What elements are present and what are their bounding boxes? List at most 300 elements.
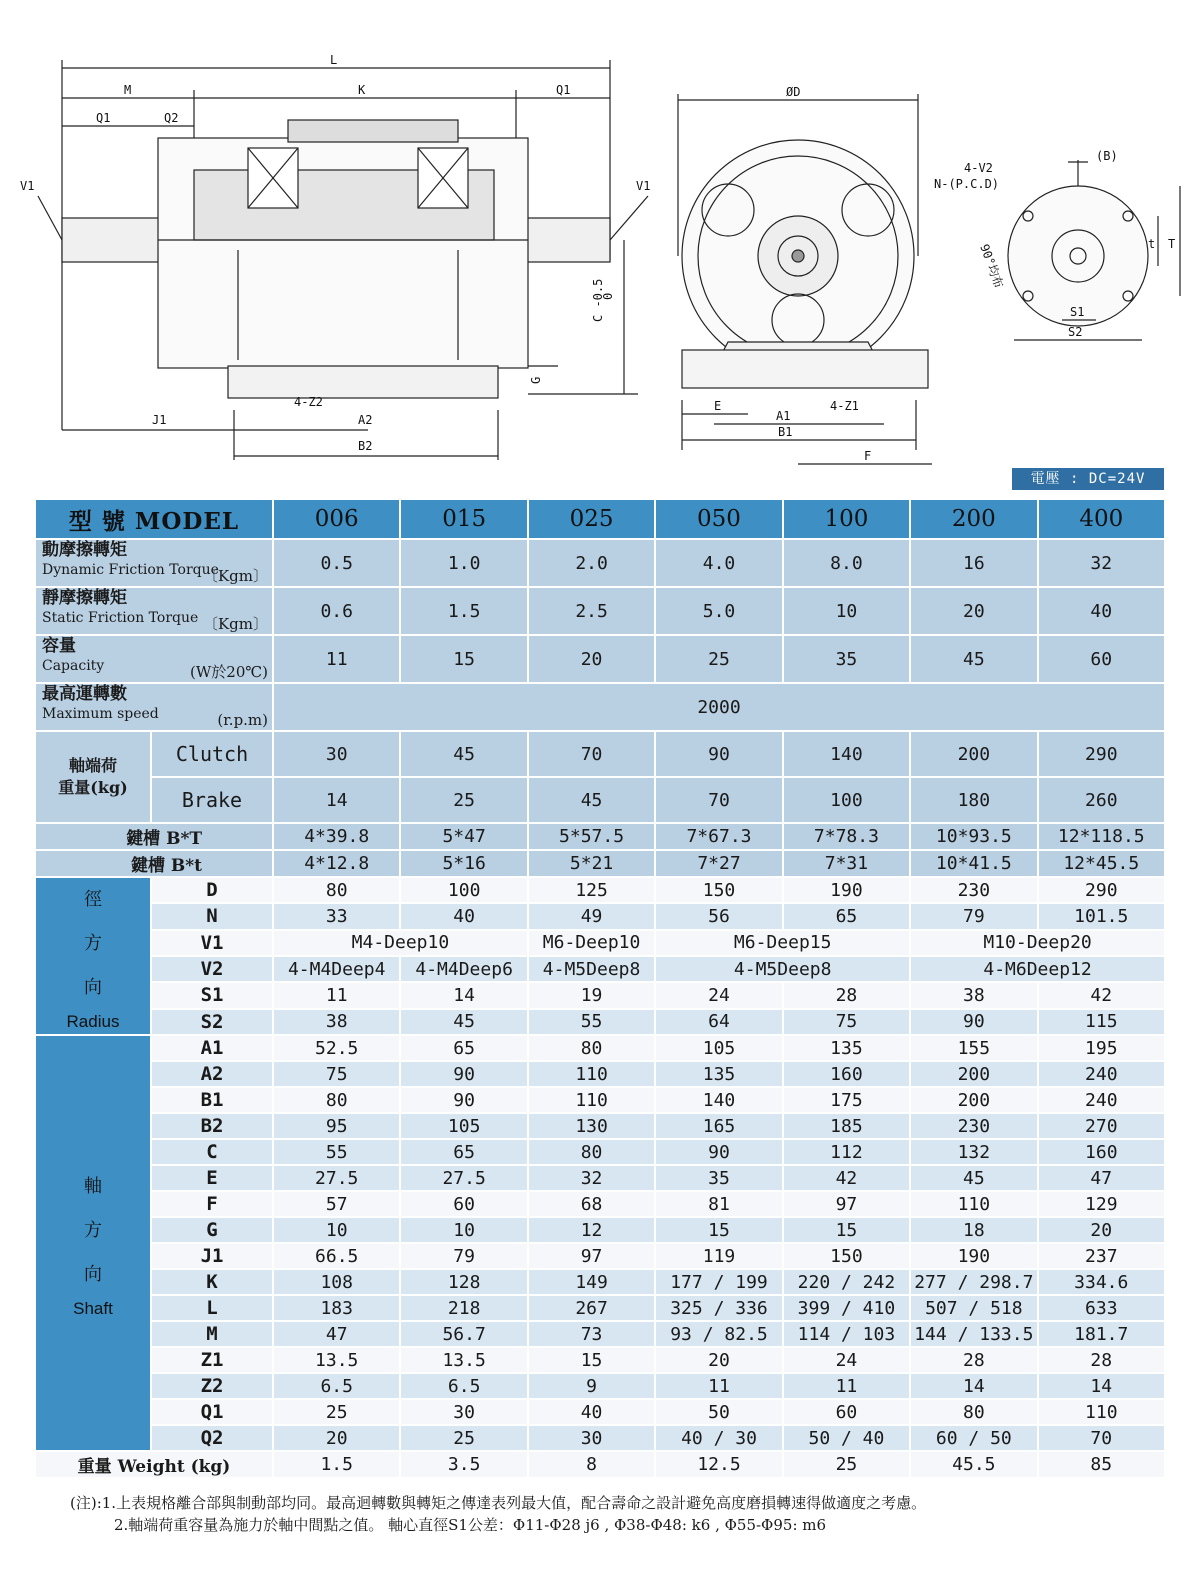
value-cell: 290 — [1038, 731, 1165, 777]
value-cell: 8 — [528, 1451, 655, 1478]
value-cell: 7*78.3 — [783, 823, 910, 850]
value-cell: 110 — [528, 1061, 655, 1087]
value-cell: 105 — [400, 1113, 527, 1139]
dim-label-A2: A2 — [151, 1061, 273, 1087]
dim-Q1-right: Q1 — [556, 83, 571, 97]
value-cell: 18 — [910, 1217, 1037, 1243]
dim-row-Q1 — [35, 1399, 1165, 1425]
value-cell: 6.5 — [400, 1373, 527, 1399]
value-cell: 6.5 — [273, 1373, 400, 1399]
value-cell: 25 — [400, 1425, 527, 1451]
value-cell: 2.5 — [528, 587, 655, 635]
value-cell: 12 — [528, 1217, 655, 1243]
dim-label-C: C — [151, 1139, 273, 1165]
model-header: 025 — [528, 499, 655, 539]
section-en: Shaft — [73, 1299, 113, 1318]
value-cell: 12*118.5 — [1038, 823, 1165, 850]
value-cell: 150 — [783, 1243, 910, 1269]
dim-row-J1 — [35, 1243, 1165, 1269]
value-cell: 240 — [1038, 1061, 1165, 1087]
dim-Z1: 4-Z1 — [830, 399, 859, 413]
value-cell: 35 — [783, 635, 910, 683]
value-cell: 55 — [273, 1139, 400, 1165]
dim-E: E — [714, 399, 722, 413]
stat-row — [35, 587, 1165, 635]
value-cell: 5*57.5 — [528, 823, 655, 850]
dim-A1: A1 — [776, 409, 791, 423]
load-label-cn1: 軸端荷 — [68, 756, 117, 775]
value-cell: 33 — [273, 903, 400, 929]
value-cell: 75 — [273, 1061, 400, 1087]
value-cell: 13.5 — [400, 1347, 527, 1373]
value-cell: 90 — [655, 1139, 782, 1165]
value-cell: 1.5 — [400, 587, 527, 635]
value-cell: 38 — [273, 1009, 400, 1035]
value-cell: 10 — [400, 1217, 527, 1243]
dim-label-N: N — [151, 903, 273, 929]
dim-Q1-left: Q1 — [96, 111, 111, 125]
value-cell: 112 — [783, 1139, 910, 1165]
section-char-3: 向 — [84, 977, 102, 998]
value-cell: 200 — [910, 1087, 1037, 1113]
value-cell: 47 — [1038, 1165, 1165, 1191]
value-cell: 7*31 — [783, 850, 910, 877]
dim-row-L — [35, 1295, 1165, 1321]
value-cell: 32 — [1038, 539, 1165, 587]
dim-label-J1: J1 — [151, 1243, 273, 1269]
value-cell: 507 / 518 — [910, 1295, 1037, 1321]
value-cell: 4-M6Deep12 — [910, 956, 1165, 982]
value-cell: 70 — [528, 731, 655, 777]
dim-T: T — [1168, 237, 1176, 251]
value-cell: 10 — [273, 1217, 400, 1243]
value-cell: 11 — [273, 982, 400, 1008]
value-cell: 101.5 — [1038, 903, 1165, 929]
value-cell: 25 — [400, 777, 527, 823]
dim-row-S2 — [35, 1009, 1165, 1035]
value-cell: 1.5 — [273, 1451, 400, 1478]
section-char-2: 方 — [84, 1220, 102, 1241]
dim-B2: B2 — [358, 439, 373, 453]
dim-label-Z2: Z2 — [151, 1373, 273, 1399]
value-cell: 90 — [400, 1087, 527, 1113]
value-cell: 27.5 — [400, 1165, 527, 1191]
value-cell: 79 — [400, 1243, 527, 1269]
label-en: Static Friction Torque — [42, 610, 199, 626]
value-cell: 110 — [910, 1191, 1037, 1217]
dim-label-Q2: Q2 — [151, 1425, 273, 1451]
value-cell: 135 — [783, 1035, 910, 1061]
value-cell: 177 / 199 — [655, 1269, 782, 1295]
value-cell: 160 — [1038, 1139, 1165, 1165]
section-en: Radius — [66, 1012, 120, 1031]
label-cn: 動摩擦轉矩 — [42, 540, 127, 560]
model-header: 400 — [1038, 499, 1165, 539]
radius-section-label — [35, 877, 151, 1035]
dim-row-V1 — [35, 930, 1165, 956]
cap-row — [35, 635, 1165, 683]
dim-label-S1: S1 — [151, 982, 273, 1008]
value-cell: 4-M5Deep8 — [528, 956, 655, 982]
value-cell: 19 — [528, 982, 655, 1008]
value-cell: 14 — [1038, 1373, 1165, 1399]
value-cell: 42 — [783, 1165, 910, 1191]
value-cell: 160 — [783, 1061, 910, 1087]
value-cell: 90 — [910, 1009, 1037, 1035]
value-cell: 4.0 — [655, 539, 782, 587]
dim-row-S1 — [35, 982, 1165, 1008]
dim-label-M: M — [151, 1321, 273, 1347]
dim-row-G — [35, 1217, 1165, 1243]
label-cn: 靜摩擦轉矩 — [42, 588, 127, 608]
value-cell: 334.6 — [1038, 1269, 1165, 1295]
value-cell: 15 — [655, 1217, 782, 1243]
value-cell: 97 — [528, 1243, 655, 1269]
dim-row-C — [35, 1139, 1165, 1165]
dim-label-L: L — [151, 1295, 273, 1321]
label-unit: (W於20℃) — [190, 663, 269, 681]
value-cell: 129 — [1038, 1191, 1165, 1217]
section-char-1: 徑 — [84, 889, 102, 910]
brake-label: Brake — [151, 777, 273, 823]
notes — [70, 1492, 1180, 1536]
value-cell: 56.7 — [400, 1321, 527, 1347]
value-cell: 190 — [783, 877, 910, 903]
dim-label-V2: V2 — [151, 956, 273, 982]
value-cell: 185 — [783, 1113, 910, 1139]
dim-V1-left: V1 — [20, 179, 35, 193]
value-cell: 9 — [528, 1373, 655, 1399]
value-cell: 95 — [273, 1113, 400, 1139]
value-cell: 11 — [783, 1373, 910, 1399]
value-cell: 30 — [528, 1425, 655, 1451]
value-cell: 14 — [910, 1373, 1037, 1399]
value-cell: 200 — [910, 731, 1037, 777]
dim-G: G — [529, 376, 543, 384]
value-cell: 13.5 — [273, 1347, 400, 1373]
value-cell: 183 — [273, 1295, 400, 1321]
value-cell: 130 — [528, 1113, 655, 1139]
label-en: Capacity — [42, 658, 105, 674]
value-cell: 90 — [655, 731, 782, 777]
dim-label-G: G — [151, 1217, 273, 1243]
dim-M: M — [124, 83, 132, 97]
dim-S2: S2 — [1068, 325, 1083, 339]
value-cell: 181.7 — [1038, 1321, 1165, 1347]
value-cell: 80 — [910, 1399, 1037, 1425]
spec-table — [34, 498, 1166, 1479]
value-cell: 180 — [910, 777, 1037, 823]
value-cell: 119 — [655, 1243, 782, 1269]
keyway-t-label: 鍵槽 B*t — [35, 850, 273, 877]
value-cell: 60 / 50 — [910, 1425, 1037, 1451]
value-cell: 2.0 — [528, 539, 655, 587]
value-cell: 70 — [1038, 1425, 1165, 1451]
value-cell: 0.5 — [273, 539, 400, 587]
dim-label-E: E — [151, 1165, 273, 1191]
value-cell: 114 / 103 — [783, 1321, 910, 1347]
value-cell: 15 — [528, 1347, 655, 1373]
value-cell: 7*67.3 — [655, 823, 782, 850]
value-cell: 97 — [783, 1191, 910, 1217]
keyway-T-label: 鍵槽 B*T — [35, 823, 273, 850]
brake-row — [35, 777, 1165, 823]
value-cell: 237 — [1038, 1243, 1165, 1269]
dim-B: (B) — [1096, 149, 1118, 163]
dim-row-F — [35, 1191, 1165, 1217]
value-cell: 20 — [910, 587, 1037, 635]
value-cell: 3.5 — [400, 1451, 527, 1478]
model-header: 100 — [783, 499, 910, 539]
value-cell: 140 — [655, 1087, 782, 1113]
value-cell: 80 — [528, 1035, 655, 1061]
dim-V2: 4-V2 — [964, 161, 993, 175]
value-cell: M6-Deep15 — [655, 930, 910, 956]
value-cell: M10-Deep20 — [910, 930, 1165, 956]
dim-B1: B1 — [778, 425, 793, 439]
dim-N: N-(P.C.D) — [934, 177, 1000, 191]
dim-label-D: D — [151, 877, 273, 903]
load-label-cn2: 重量(kg) — [58, 778, 128, 797]
value-cell: 24 — [655, 982, 782, 1008]
value-cell: 12*45.5 — [1038, 850, 1165, 877]
value-cell: 105 — [655, 1035, 782, 1061]
dim-Z2: 4-Z2 — [294, 395, 323, 409]
value-cell: 90 — [400, 1061, 527, 1087]
value-cell: 149 — [528, 1269, 655, 1295]
value-cell: 5*47 — [400, 823, 527, 850]
value-cell: 100 — [783, 777, 910, 823]
value-cell: 30 — [273, 731, 400, 777]
value-cell: 8.0 — [783, 539, 910, 587]
value-cell: 5*16 — [400, 850, 527, 877]
value-cell: 15 — [400, 635, 527, 683]
value-cell: 5.0 — [655, 587, 782, 635]
value-cell: 45.5 — [910, 1451, 1037, 1478]
value-cell: 11 — [655, 1373, 782, 1399]
dim-row-Z2 — [35, 1373, 1165, 1399]
value-cell: 68 — [528, 1191, 655, 1217]
value-cell: 16 — [910, 539, 1037, 587]
value-cell: 35 — [655, 1165, 782, 1191]
dim-row-A2 — [35, 1061, 1165, 1087]
dim-label-A1: A1 — [151, 1035, 273, 1061]
value-cell: 20 — [1038, 1217, 1165, 1243]
model-header: 050 — [655, 499, 782, 539]
dim-A2: A2 — [358, 413, 373, 427]
value-cell: 218 — [400, 1295, 527, 1321]
value-cell: 240 — [1038, 1087, 1165, 1113]
value-cell: 79 — [910, 903, 1037, 929]
value-cell: 49 — [528, 903, 655, 929]
max-speed-value: 2000 — [273, 683, 1165, 731]
load-label — [35, 731, 151, 823]
dim-label-Q1: Q1 — [151, 1399, 273, 1425]
value-cell: 4-M4Deep4 — [273, 956, 400, 982]
value-cell: 4-M5Deep8 — [655, 956, 910, 982]
value-cell: 5*21 — [528, 850, 655, 877]
value-cell: 40 — [400, 903, 527, 929]
dim-row-M — [35, 1321, 1165, 1347]
label-unit: (r.p.m) — [217, 711, 269, 729]
value-cell: 155 — [910, 1035, 1037, 1061]
value-cell: 52.5 — [273, 1035, 400, 1061]
value-cell: 4*39.8 — [273, 823, 400, 850]
value-cell: 7*27 — [655, 850, 782, 877]
speed-row — [35, 683, 1165, 731]
dim-row-B1 — [35, 1087, 1165, 1113]
value-cell: 100 — [400, 877, 527, 903]
value-cell: 32 — [528, 1165, 655, 1191]
weight-label: 重量 Weight (kg) — [35, 1451, 273, 1478]
value-cell: 125 — [528, 877, 655, 903]
value-cell: 45 — [910, 1165, 1037, 1191]
value-cell: 28 — [1038, 1347, 1165, 1373]
dim-K: K — [358, 83, 366, 97]
value-cell: 10*41.5 — [910, 850, 1037, 877]
value-cell: 45 — [528, 777, 655, 823]
dim-Q2: Q2 — [164, 111, 179, 125]
value-cell: 20 — [655, 1347, 782, 1373]
label-cn: 容量 — [42, 636, 76, 656]
dim-row-A1 — [35, 1035, 1165, 1061]
label-unit: 〔Kgm〕 — [202, 567, 269, 585]
value-cell: 38 — [910, 982, 1037, 1008]
value-cell: 277 / 298.7 — [910, 1269, 1037, 1295]
model-header: 006 — [273, 499, 400, 539]
model-header: 015 — [400, 499, 527, 539]
dim-D: ØD — [786, 85, 801, 99]
value-cell: 60 — [400, 1191, 527, 1217]
value-cell: 28 — [910, 1347, 1037, 1373]
value-cell: 0.6 — [273, 587, 400, 635]
value-cell: 42 — [1038, 982, 1165, 1008]
value-cell: 10 — [783, 587, 910, 635]
value-cell: 220 / 242 — [783, 1269, 910, 1295]
section-char-2: 方 — [84, 933, 102, 954]
value-cell: 4*12.8 — [273, 850, 400, 877]
value-cell: 128 — [400, 1269, 527, 1295]
value-cell: 11 — [273, 635, 400, 683]
dyn-row — [35, 539, 1165, 587]
value-cell: 66.5 — [273, 1243, 400, 1269]
value-cell: 260 — [1038, 777, 1165, 823]
section-char-3: 向 — [84, 1264, 102, 1285]
dyn-label — [35, 539, 273, 587]
value-cell: 40 / 30 — [655, 1425, 782, 1451]
spec-table-body — [35, 499, 1165, 1478]
dim-C: C -0.5 — [591, 278, 605, 322]
value-cell: 25 — [273, 1399, 400, 1425]
value-cell: 80 — [273, 877, 400, 903]
value-cell: 267 — [528, 1295, 655, 1321]
dim-F: F — [864, 449, 872, 463]
value-cell: 81 — [655, 1191, 782, 1217]
keyway-T-row — [35, 823, 1165, 850]
label-en: Maximum speed — [42, 706, 159, 722]
stat-label — [35, 587, 273, 635]
value-cell: 230 — [910, 1113, 1037, 1139]
speed-label — [35, 683, 273, 731]
dim-L: L — [330, 53, 338, 67]
voltage-badge: 電壓 : DC=24V — [1012, 468, 1164, 490]
dim-t: t — [1148, 237, 1156, 251]
value-cell: M4-Deep10 — [273, 930, 528, 956]
value-cell: 110 — [1038, 1399, 1165, 1425]
dim-row-K — [35, 1269, 1165, 1295]
dim-label-V1: V1 — [151, 930, 273, 956]
value-cell: 65 — [400, 1139, 527, 1165]
dim-label-B2: B2 — [151, 1113, 273, 1139]
value-cell: M6-Deep10 — [528, 930, 655, 956]
value-cell: 4-M4Deep6 — [400, 956, 527, 982]
clutch-row — [35, 731, 1165, 777]
value-cell: 230 — [910, 877, 1037, 903]
dim-label-B1: B1 — [151, 1087, 273, 1113]
value-cell: 93 / 82.5 — [655, 1321, 782, 1347]
dim-row-D — [35, 877, 1165, 903]
value-cell: 290 — [1038, 877, 1165, 903]
value-cell: 30 — [400, 1399, 527, 1425]
model-label: 型 號 MODEL — [35, 499, 273, 539]
dim-row-Z1 — [35, 1347, 1165, 1373]
value-cell: 633 — [1038, 1295, 1165, 1321]
value-cell: 14 — [400, 982, 527, 1008]
value-cell: 27.5 — [273, 1165, 400, 1191]
value-cell: 108 — [273, 1269, 400, 1295]
value-cell: 270 — [1038, 1113, 1165, 1139]
value-cell: 325 / 336 — [655, 1295, 782, 1321]
value-cell: 65 — [400, 1035, 527, 1061]
header-row — [35, 499, 1165, 539]
value-cell: 399 / 410 — [783, 1295, 910, 1321]
shaft-section-label — [35, 1035, 151, 1451]
dim-S1: S1 — [1070, 305, 1085, 319]
value-cell: 115 — [1038, 1009, 1165, 1035]
value-cell: 50 — [655, 1399, 782, 1425]
value-cell: 56 — [655, 903, 782, 929]
value-cell: 175 — [783, 1087, 910, 1113]
label-en: Dynamic Friction Torque — [42, 562, 219, 578]
value-cell: 200 — [910, 1061, 1037, 1087]
value-cell: 15 — [783, 1217, 910, 1243]
value-cell: 40 — [1038, 587, 1165, 635]
value-cell: 45 — [910, 635, 1037, 683]
value-cell: 132 — [910, 1139, 1037, 1165]
value-cell: 165 — [655, 1113, 782, 1139]
dim-row-Q2 — [35, 1425, 1165, 1451]
value-cell: 80 — [273, 1087, 400, 1113]
dim-row-V2 — [35, 956, 1165, 982]
value-cell: 50 / 40 — [783, 1425, 910, 1451]
value-cell: 14 — [273, 777, 400, 823]
value-cell: 47 — [273, 1321, 400, 1347]
dim-V1-right: V1 — [636, 179, 651, 193]
dim-J1: J1 — [152, 413, 167, 427]
value-cell: 57 — [273, 1191, 400, 1217]
value-cell: 20 — [528, 635, 655, 683]
value-cell: 64 — [655, 1009, 782, 1035]
weight-row — [35, 1451, 1165, 1478]
value-cell: 85 — [1038, 1451, 1165, 1478]
value-cell: 144 / 133.5 — [910, 1321, 1037, 1347]
value-cell: 60 — [783, 1399, 910, 1425]
value-cell: 24 — [783, 1347, 910, 1373]
value-cell: 28 — [783, 982, 910, 1008]
dim-row-B2 — [35, 1113, 1165, 1139]
value-cell: 73 — [528, 1321, 655, 1347]
value-cell: 10*93.5 — [910, 823, 1037, 850]
